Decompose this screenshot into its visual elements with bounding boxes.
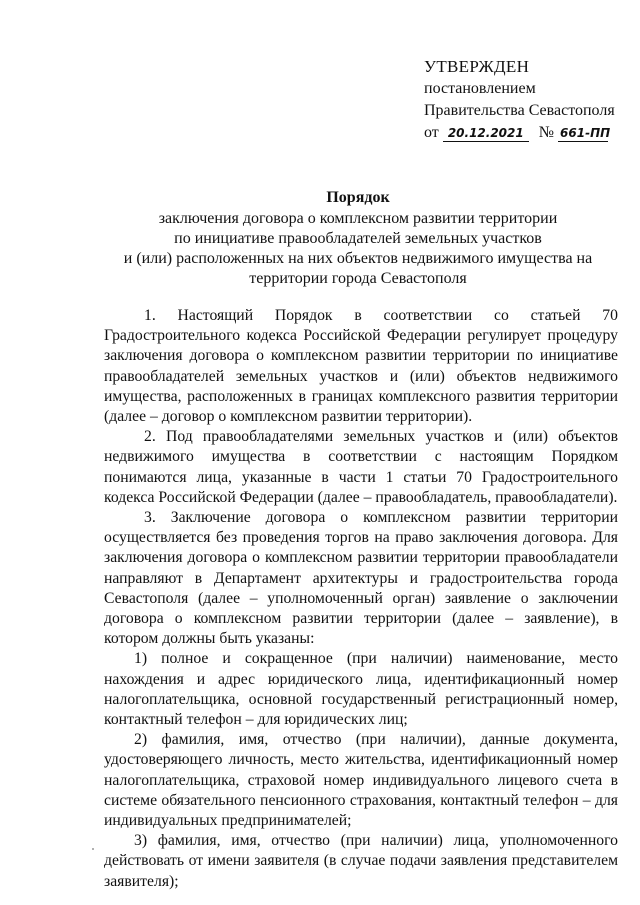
approval-heading: УТВЕРЖДЕН [424, 57, 530, 76]
approval-number: 661-ПП [560, 126, 611, 140]
approval-date-number-line [424, 122, 615, 144]
scan-speck [92, 848, 94, 850]
document-subtitle-line-4: территории города Севастополя [249, 270, 467, 287]
list-item-3: 3) фамилия, имя, отчество (при наличии) лица, уполномоченного действовать от имени заявителя (в случае подачи заявления представителем заявителя); [104, 832, 618, 890]
list-item-1: 1) полное и сокращенное (при наличии) наименование, место нахождения и адрес юридического лица, идентификационный номер налогоплательщика, основной государственный регистрационный номер, контактный телефон – для юридических лиц; [104, 650, 618, 729]
approval-stamp-block [424, 56, 615, 144]
approval-number-sign: № [538, 124, 555, 141]
paragraph-2: 2. Под правообладателями земельных участков и (или) объектов недвижимого имущества в соответствии с настоящим Порядком понимаются лица, указанные в части 1 статьи 70 Градостроительного кодекса Российской Федерации (далее – правообладатель, правообладатели). [104, 428, 618, 506]
approval-from-label: от [424, 124, 439, 141]
document-body [104, 306, 618, 892]
approval-date: 20.12.2021 [443, 126, 529, 142]
document-title-block [108, 188, 608, 289]
document-subtitle-line-1: заключения договора о комплексном развитии территории [158, 210, 558, 227]
approval-line-government: Правительства Севастополя [424, 102, 615, 119]
approval-line-resolution: постановлением [424, 80, 536, 97]
document-title: Порядок [326, 189, 390, 206]
list-item-2: 2) фамилия, имя, отчество (при наличии), данные документа, удостоверяющего личность, место жительства, идентификационный номер налогоплательщика, страховой номер индивидуального лицевого счета в системе обязательного пенсионного страхования, контактный телефон – для индивидуальных предпринимателей; [104, 731, 618, 830]
document-subtitle-line-3: и (или) расположенных на них объектов недвижимого имущества на [123, 250, 593, 267]
paragraph-3: 3. Заключение договора о комплексном развитии территории осуществляется без проведения торгов на право заключения договора. Для заключения договора о комплексном развитии территории правообладатели направляют в Департамент архитектуры и градостроительства города Севастополя (далее – уполномоченный орган) заявление о заключении договора о комплексном развитии территории (далее – заявление), в котором должны быть указаны: [104, 509, 618, 648]
document-subtitle-line-2: по инициативе правообладателей земельных участков [174, 230, 542, 247]
paragraph-1: 1. Настоящий Порядок в соответствии со статьей 70 Градостроительного кодекса Российской Федерации регулирует процедуру заключения договора о комплексном развитии территории по инициативе правообладателей земельных участков и (или) объектов недвижимого имущества, расположенных в границах комплексного развития территории (далее – договор о комплексном развитии территории). [104, 307, 618, 426]
